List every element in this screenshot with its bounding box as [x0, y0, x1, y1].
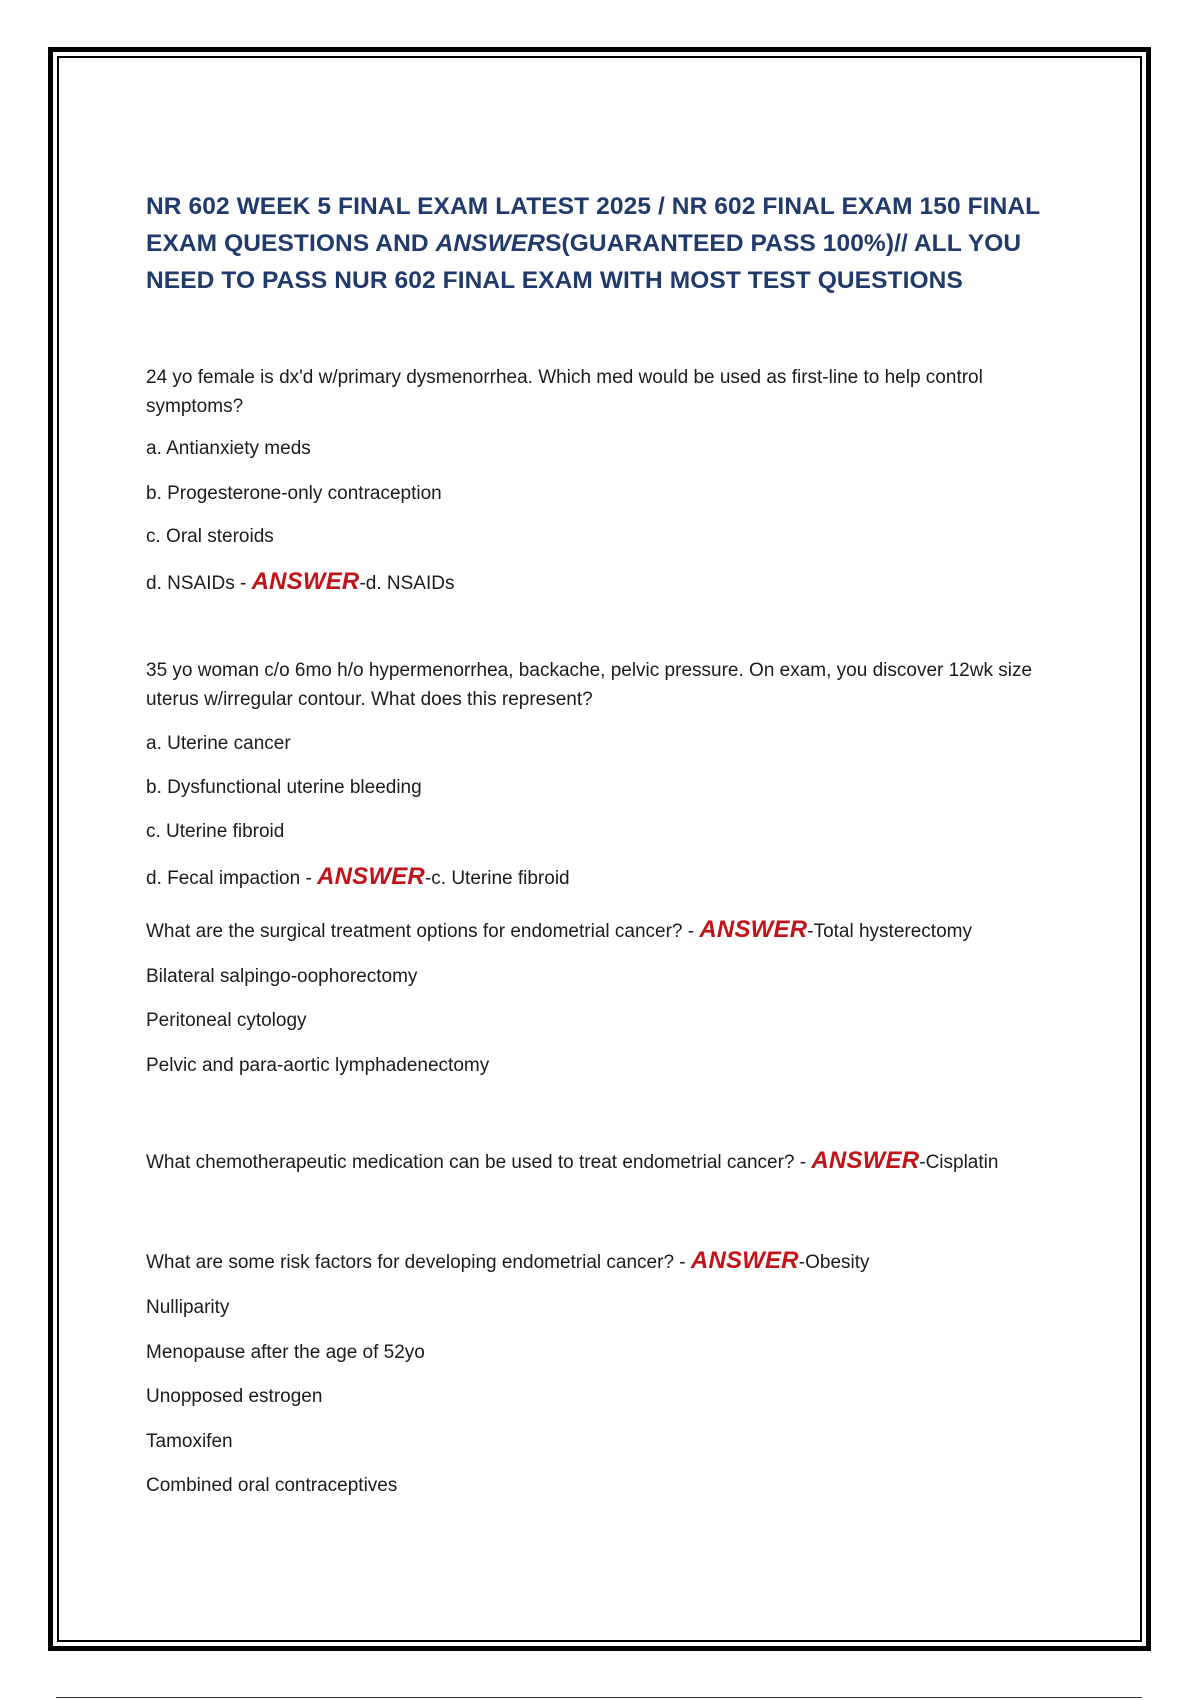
question-4-prompt: What chemotherapeutic medication can be used to treat endometrial cancer? - [146, 1152, 812, 1173]
question-1-option-a: a. Antianxiety meds [146, 438, 311, 459]
answer-label: ANSWER [699, 916, 808, 943]
question-3-text [146, 915, 1066, 946]
question-3-answer-line: Pelvic and para-aortic lymphadenectomy [146, 1055, 490, 1076]
question-5-answer-line: Tamoxifen [146, 1431, 233, 1452]
page-divider [56, 1697, 1142, 1698]
question-5-answer-line: Menopause after the age of 52yo [146, 1342, 425, 1363]
question-5-text [146, 1246, 1066, 1277]
document-body [146, 188, 1066, 1500]
question-2-option-d-text: d. Fecal impaction - [146, 868, 318, 889]
question-1-text: 24 yo female is dx'd w/primary dysmenorrhea. Which med would be used as first-line to help control symptoms? [146, 367, 983, 417]
title-line-2-emphasis: ANSWER [435, 230, 546, 257]
question-5-answer: -Obesity [798, 1252, 870, 1273]
answer-label: ANSWER [317, 863, 425, 890]
question-5-answer-line: Unopposed estrogen [146, 1386, 323, 1407]
title-line-3: NEED TO PASS NUR 602 FINAL EXAM WITH MOST TEST QUESTIONS [146, 267, 963, 294]
question-3-prompt: What are the surgical treatment options for endometrial cancer? - [146, 921, 700, 942]
question-2-text: 35 yo woman c/o 6mo h/o hypermenorrhea, backache, pelvic pressure. On exam, you discover 12wk size uterus w/irregular contour. What does this represent? [146, 660, 1033, 710]
answer-label: ANSWER [811, 1147, 920, 1174]
question-5-answer-line: Combined oral contraceptives [146, 1475, 398, 1496]
title-line-2a: EXAM QUESTIONS AND [146, 230, 436, 257]
question-5-answer-line: Nulliparity [146, 1297, 230, 1318]
answer-label: ANSWER [251, 568, 360, 595]
question-4-text [146, 1146, 1066, 1177]
title-line-2b: S(GUARANTEED PASS 100%)// ALL YOU [545, 230, 1022, 257]
question-5-prompt: What are some risk factors for developing endometrial cancer? - [146, 1252, 691, 1273]
question-1-option-d [146, 567, 1066, 598]
question-1-answer: -d. NSAIDs [359, 573, 455, 594]
question-2-option-b: b. Dysfunctional uterine bleeding [146, 777, 422, 798]
question-1-option-d-text: d. NSAIDs - [146, 573, 252, 594]
question-3-answer-line: Bilateral salpingo-oophorectomy [146, 966, 418, 987]
question-4-answer: -Cisplatin [919, 1152, 999, 1173]
question-1-option-c: c. Oral steroids [146, 526, 274, 547]
question-2-option-a: a. Uterine cancer [146, 733, 291, 754]
title-line-1: NR 602 WEEK 5 FINAL EXAM LATEST 2025 / NR 602 FINAL EXAM 150 FINAL [146, 193, 1041, 220]
question-3-answer-line: Peritoneal cytology [146, 1010, 307, 1031]
question-2-answer: -c. Uterine fibroid [424, 868, 570, 889]
answer-label: ANSWER [690, 1247, 799, 1274]
question-2-option-c: c. Uterine fibroid [146, 821, 285, 842]
question-1-option-b: b. Progesterone-only contraception [146, 483, 442, 504]
question-3-answer: -Total hysterectomy [807, 921, 972, 942]
document-title [146, 188, 1066, 299]
question-2-option-d [146, 862, 1066, 893]
